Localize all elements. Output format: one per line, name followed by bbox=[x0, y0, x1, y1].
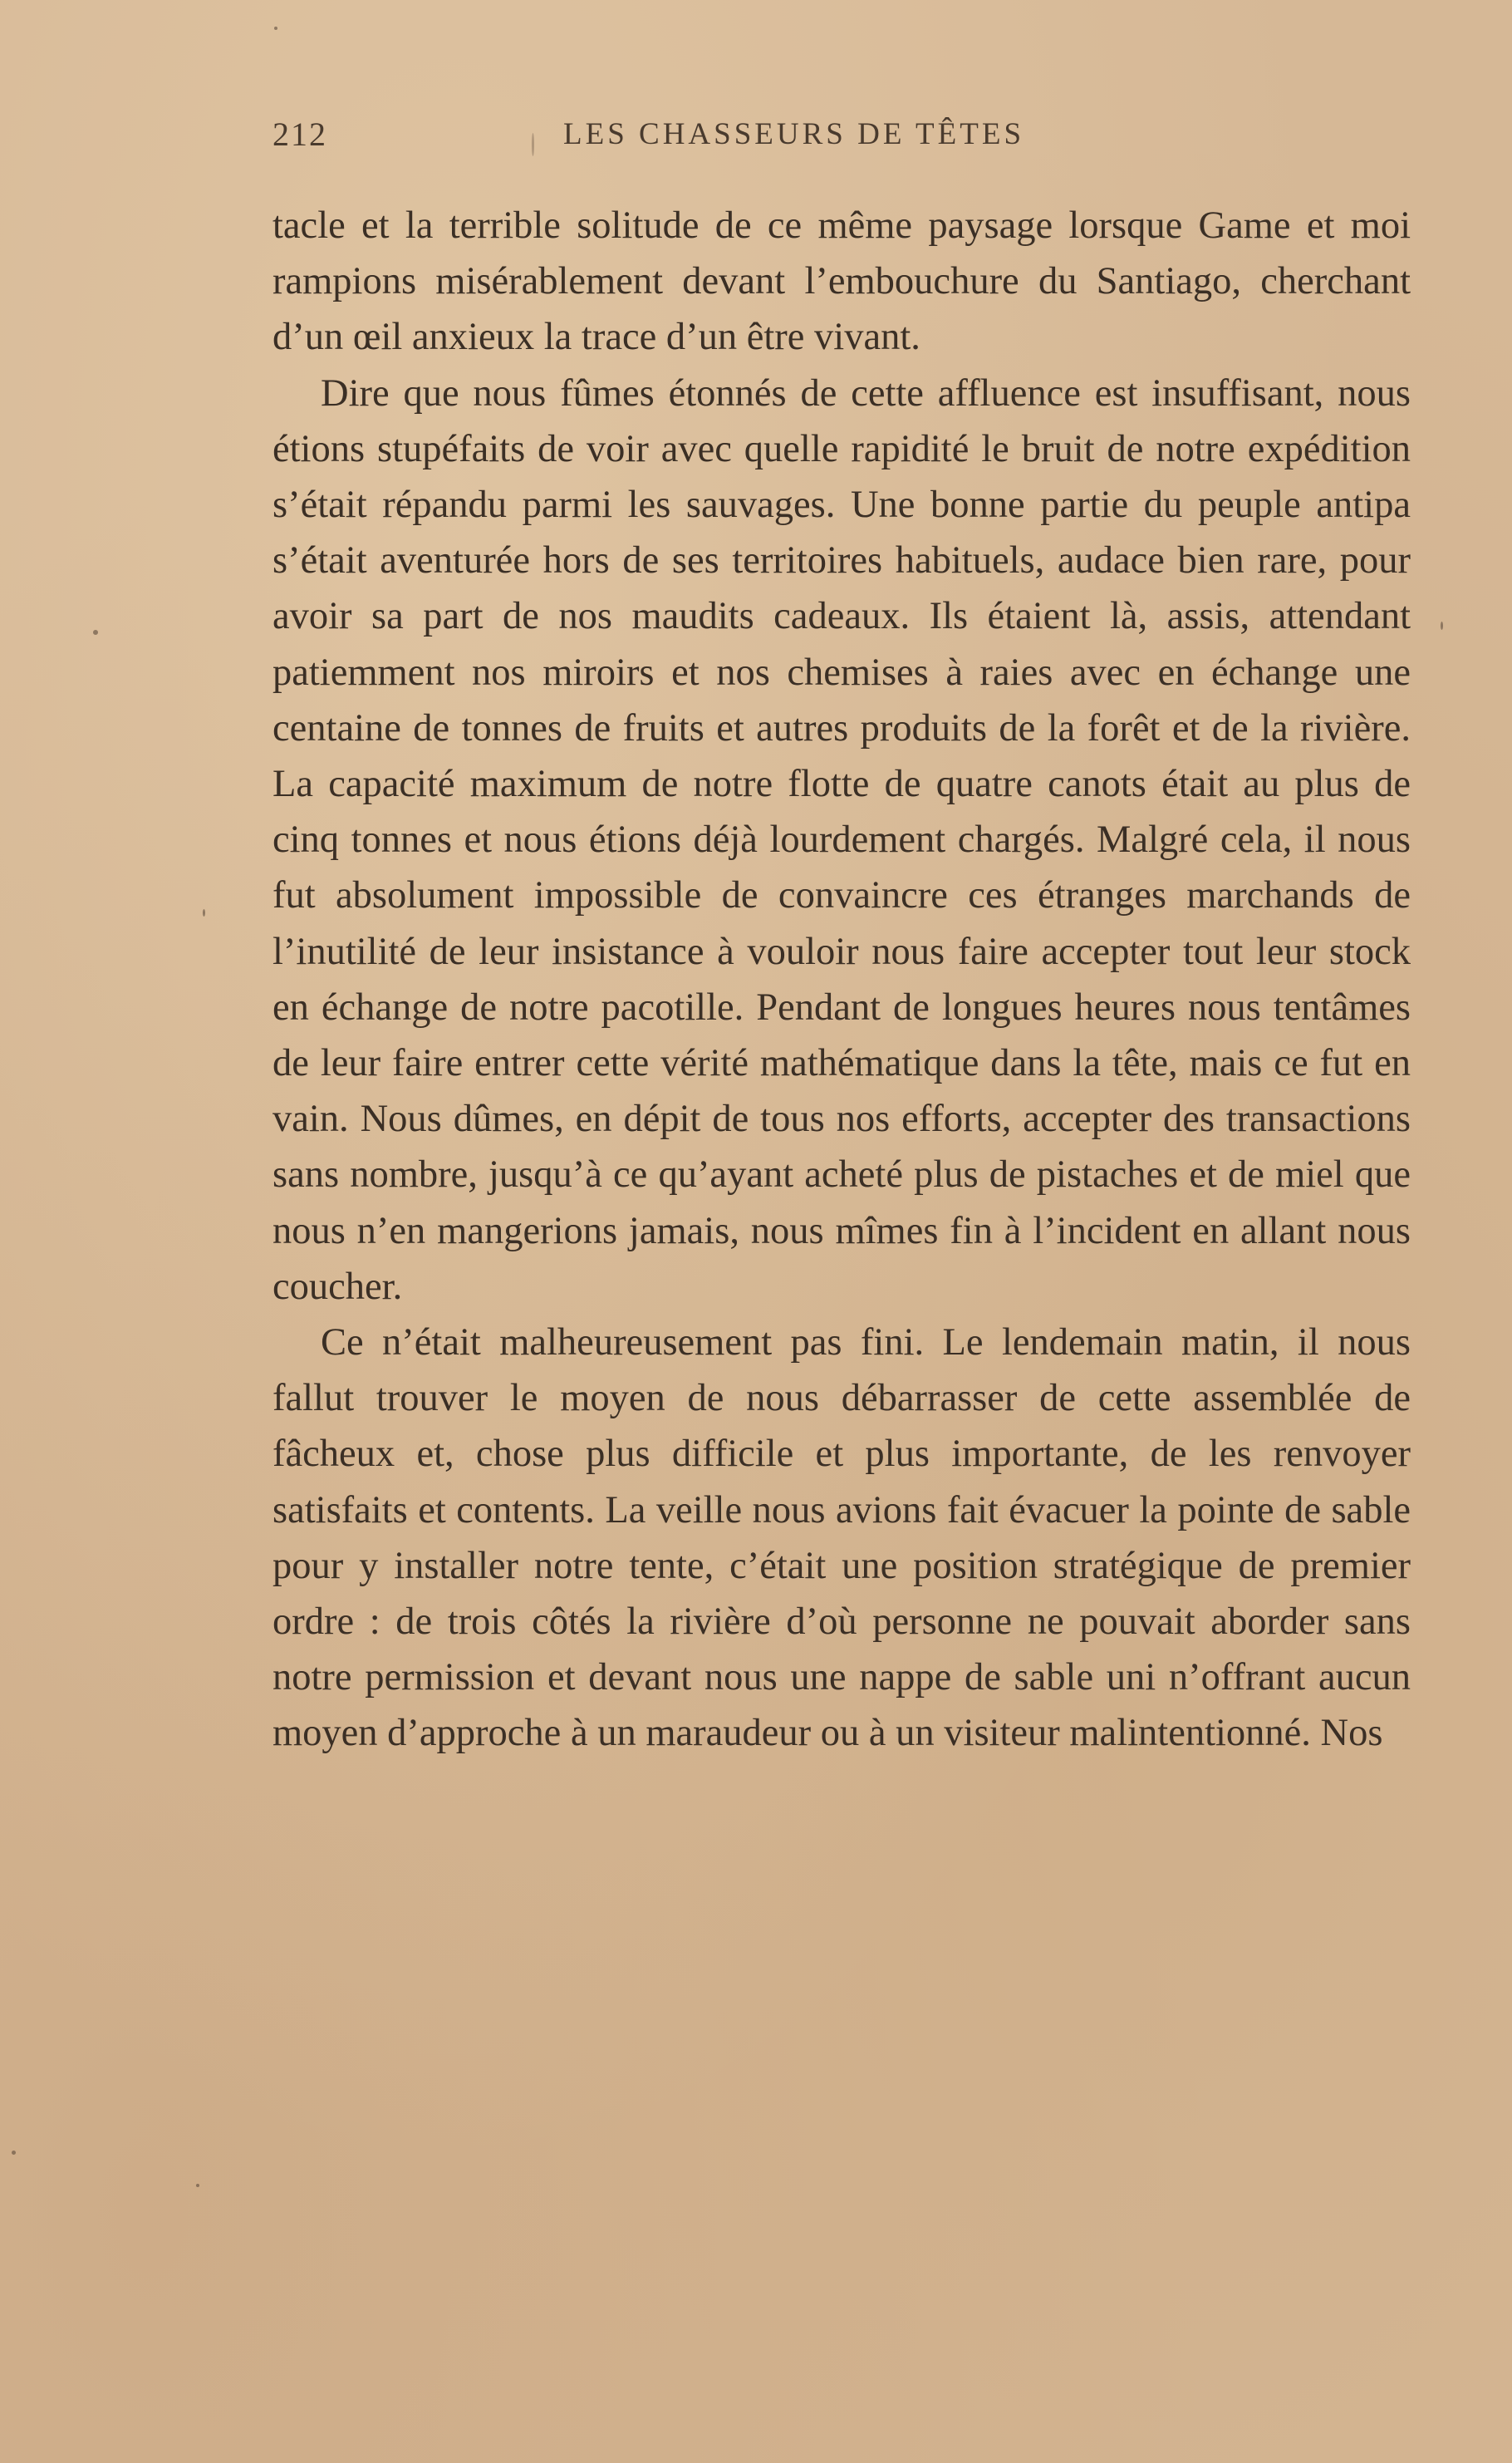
paper-speck bbox=[12, 2151, 16, 2155]
paper-speck bbox=[93, 630, 98, 635]
page-number: 212 bbox=[272, 116, 327, 153]
paragraph-lendemain: Ce n’était malheureusement pas fini. Le lendemain matin, il nous fallut trouver le moyen de nous débarrasser de cette assemblée de fâcheux et, chose plus difficile et plus importante, de les renvoyer satisfaits et contents. La veille nous avions fait évacuer la pointe de sable pour y installer notre tente, c’était une position stratégique de premier ordre : de trois côtés la rivière d’où personne ne pouvait aborder sans notre permission et devant nous une nappe de sable uni n’offrant aucun moyen d’approche à un maraudeur ou à un visiteur malintentionné. Nos bbox=[272, 1321, 1411, 1755]
paper-speck bbox=[274, 27, 277, 30]
paper-speck bbox=[203, 909, 205, 917]
body-text bbox=[272, 198, 1411, 1762]
page-header bbox=[272, 115, 1411, 156]
paragraph-continuation: tacle et la terrible solitude de ce même paysage lorsque Game et moi rampions misérablement devant l’embouchure du Santiago, cherchant d’un œil anxieux la trace d’un être vivant. bbox=[272, 204, 1411, 359]
paper-speck bbox=[1441, 622, 1443, 630]
running-title: LES CHASSEURS DE TÊTES bbox=[563, 117, 1025, 151]
paper-speck bbox=[532, 133, 534, 156]
paragraph-affluence: Dire que nous fûmes étonnés de cette affluence est insuffisant, nous étions stupéfaits de voir avec quelle rapidité le bruit de notre expédition s’était répandu parmi les sauvages. Une bonne partie du peuple antipa s’était aventurée hors de ses territoires habituels, audace bien rare, pour avoir sa part de nos maudits cadeaux. Ils étaient là, assis, attendant patiemment nos miroirs et nos chemises à raies avec en échange une centaine de tonnes de fruits et autres produits de la forêt et de la rivière. La capacité maximum de notre flotte de quatre canots était au plus de cinq tonnes et nous étions déjà lourdement chargés. Malgré cela, il nous fut absolument impossible de convaincre ces étranges marchands de l’inutilité de leur insistance à vouloir nous faire accepter tout leur stock en échange de notre pacotille. Pendant de longues heures nous tentâmes de leur faire entrer cette vérité mathématique dans la tête, mais ce fut en vain. Nous dûmes, en dépit de tous nos efforts, accepter des transactions sans nombre, jusqu’à ce qu’ayant acheté plus de pistaches et de miel que nous n’en mangerions jamais, nous mîmes fin à l’incident en allant nous coucher. bbox=[272, 371, 1411, 1308]
paper-speck bbox=[196, 2184, 199, 2187]
